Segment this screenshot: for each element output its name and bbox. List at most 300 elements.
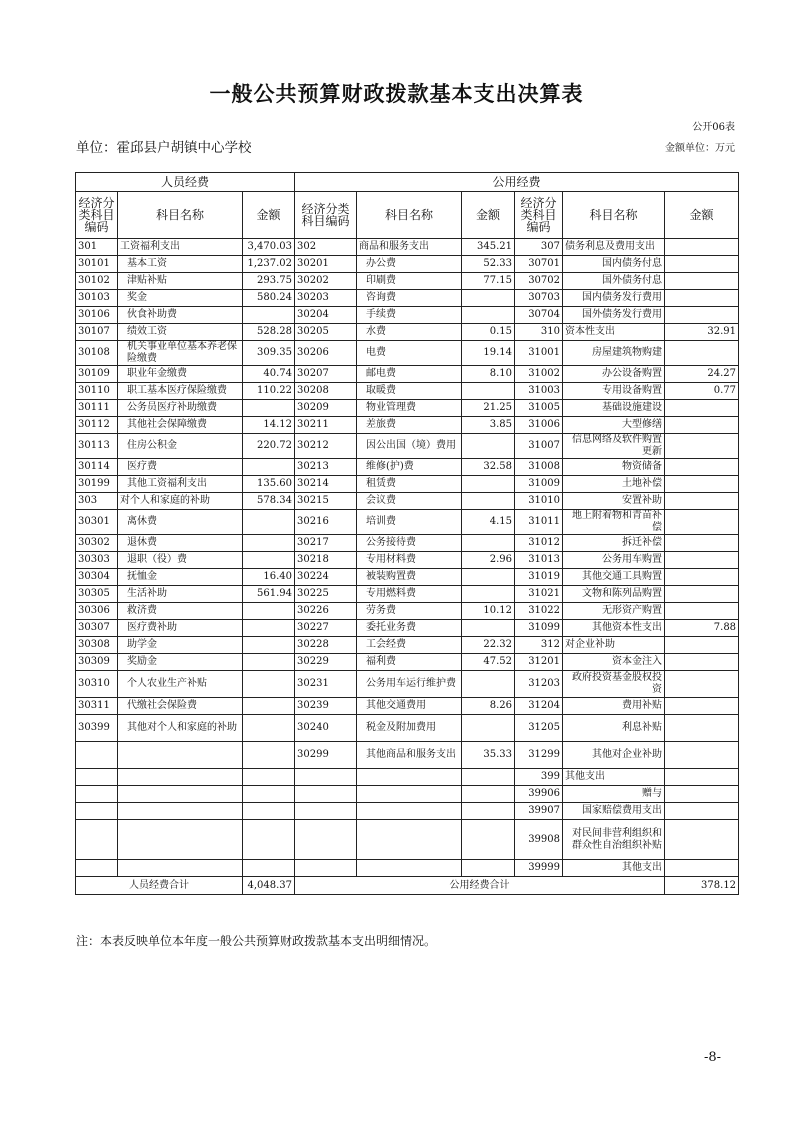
code-cell: 30201 [295, 256, 357, 273]
code-cell: 30240 [295, 715, 357, 742]
code-cell: 30112 [76, 417, 118, 434]
name-cell: 其他支出 [563, 860, 665, 877]
amount-cell [462, 434, 515, 459]
amount-cell [243, 860, 295, 877]
group-personnel: 人员经费 [76, 173, 295, 192]
table-row [76, 620, 739, 637]
name-cell: 其他商品和服务支出 [357, 742, 462, 769]
name-cell: 对个人和家庭的补助 [118, 493, 243, 510]
code-cell: 30216 [295, 510, 357, 535]
code-cell: 31204 [515, 698, 563, 715]
amount-cell [243, 637, 295, 654]
code-cell [76, 860, 118, 877]
col-header-name: 科目名称 [118, 192, 243, 239]
amount-cell [665, 569, 739, 586]
name-cell: 安置补助 [563, 493, 665, 510]
amount-cell [462, 383, 515, 400]
amount-cell [243, 510, 295, 535]
amount-cell [665, 273, 739, 290]
code-cell [295, 769, 357, 786]
table-row [76, 510, 739, 535]
name-cell: 国外债务付息 [563, 273, 665, 290]
table-row [76, 324, 739, 341]
name-cell: 医疗费补助 [118, 620, 243, 637]
name-cell: 培训费 [357, 510, 462, 535]
amount-cell: 32.91 [665, 324, 739, 341]
code-cell: 30307 [76, 620, 118, 637]
code-cell: 30299 [295, 742, 357, 769]
name-cell: 住房公积金 [118, 434, 243, 459]
code-cell: 30204 [295, 307, 357, 324]
name-cell: 赠与 [563, 786, 665, 803]
amount-cell [665, 510, 739, 535]
amount-cell [665, 803, 739, 820]
code-cell: 30310 [76, 671, 118, 698]
amount-cell [462, 671, 515, 698]
amount-cell [243, 698, 295, 715]
name-cell: 拆迁补偿 [563, 535, 665, 552]
code-cell: 30399 [76, 715, 118, 742]
name-cell: 其他对个人和家庭的补助 [118, 715, 243, 742]
code-cell: 31021 [515, 586, 563, 603]
code-cell: 31019 [515, 569, 563, 586]
amount-cell: 3.85 [462, 417, 515, 434]
name-cell: 会议费 [357, 493, 462, 510]
code-cell: 399 [515, 769, 563, 786]
table-row [76, 552, 739, 569]
name-cell: 国内债务发行费用 [563, 290, 665, 307]
name-cell: 劳务费 [357, 603, 462, 620]
total-public-label: 公用经费合计 [295, 877, 665, 895]
code-cell: 310 [515, 324, 563, 341]
amount-cell: 32.58 [462, 459, 515, 476]
amount-cell [665, 434, 739, 459]
name-cell: 被装购置费 [357, 569, 462, 586]
table-row [76, 366, 739, 383]
code-cell: 30208 [295, 383, 357, 400]
table-row [76, 239, 739, 256]
name-cell: 代缴社会保险费 [118, 698, 243, 715]
amount-cell [243, 552, 295, 569]
name-cell: 奖金 [118, 290, 243, 307]
amount-cell [462, 820, 515, 860]
code-cell: 31005 [515, 400, 563, 417]
amount-cell: 19.14 [462, 341, 515, 366]
table-row [76, 654, 739, 671]
name-cell: 其他对企业补助 [563, 742, 665, 769]
total-personnel-label: 人员经费合计 [76, 877, 243, 895]
group-public: 公用经费 [295, 173, 739, 192]
amount-cell [462, 803, 515, 820]
code-cell: 39907 [515, 803, 563, 820]
code-cell: 39906 [515, 786, 563, 803]
name-cell [357, 786, 462, 803]
code-cell: 30304 [76, 569, 118, 586]
name-cell: 离休费 [118, 510, 243, 535]
amount-cell [665, 476, 739, 493]
name-cell [118, 786, 243, 803]
amount-cell [243, 769, 295, 786]
code-cell: 31013 [515, 552, 563, 569]
code-cell: 31001 [515, 341, 563, 366]
form-number: 公开06表 [692, 122, 735, 133]
name-cell [357, 769, 462, 786]
amount-cell [665, 459, 739, 476]
code-cell: 30103 [76, 290, 118, 307]
name-cell: 职工基本医疗保险缴费 [118, 383, 243, 400]
code-cell: 30215 [295, 493, 357, 510]
amount-cell: 580.24 [243, 290, 295, 307]
name-cell: 税金及附加费用 [357, 715, 462, 742]
amount-cell: 22.32 [462, 637, 515, 654]
name-cell: 维修(护)费 [357, 459, 462, 476]
amount-cell: 345.21 [462, 239, 515, 256]
name-cell: 助学金 [118, 637, 243, 654]
amount-cell [243, 459, 295, 476]
name-cell: 其他资本性支出 [563, 620, 665, 637]
code-cell: 30701 [515, 256, 563, 273]
name-cell: 手续费 [357, 307, 462, 324]
code-cell: 312 [515, 637, 563, 654]
code-cell: 31012 [515, 535, 563, 552]
code-cell: 30228 [295, 637, 357, 654]
name-cell: 公务用车运行维护费 [357, 671, 462, 698]
name-cell: 邮电费 [357, 366, 462, 383]
code-cell: 31299 [515, 742, 563, 769]
amount-cell [462, 476, 515, 493]
name-cell: 退休费 [118, 535, 243, 552]
code-cell: 301 [76, 239, 118, 256]
name-cell: 租赁费 [357, 476, 462, 493]
name-cell: 费用补贴 [563, 698, 665, 715]
code-cell: 30199 [76, 476, 118, 493]
code-cell: 30206 [295, 341, 357, 366]
amount-cell: 52.33 [462, 256, 515, 273]
name-cell: 因公出国（境）费用 [357, 434, 462, 459]
name-cell: 生活补助 [118, 586, 243, 603]
code-cell: 30207 [295, 366, 357, 383]
name-cell: 救济费 [118, 603, 243, 620]
name-cell: 退职（役）费 [118, 552, 243, 569]
amount-cell [243, 400, 295, 417]
code-cell [295, 820, 357, 860]
amount-cell: 47.52 [462, 654, 515, 671]
name-cell: 工资福利支出 [118, 239, 243, 256]
code-cell: 30113 [76, 434, 118, 459]
code-cell [76, 786, 118, 803]
name-cell: 咨询费 [357, 290, 462, 307]
amount-cell [665, 417, 739, 434]
code-cell: 30202 [295, 273, 357, 290]
code-cell: 30214 [295, 476, 357, 493]
code-cell: 30311 [76, 698, 118, 715]
code-cell: 30702 [515, 273, 563, 290]
table-row [76, 603, 739, 620]
amount-cell [243, 742, 295, 769]
name-cell: 福利费 [357, 654, 462, 671]
code-cell: 30226 [295, 603, 357, 620]
code-cell: 31003 [515, 383, 563, 400]
name-cell: 水费 [357, 324, 462, 341]
amount-cell: 220.72 [243, 434, 295, 459]
amount-cell: 35.33 [462, 742, 515, 769]
table-row [76, 535, 739, 552]
name-cell: 办公设备购置 [563, 366, 665, 383]
code-cell: 30302 [76, 535, 118, 552]
name-cell: 差旅费 [357, 417, 462, 434]
table-row [76, 586, 739, 603]
name-cell: 其他交通费用 [357, 698, 462, 715]
amount-cell [462, 786, 515, 803]
code-cell: 30109 [76, 366, 118, 383]
code-cell: 30102 [76, 273, 118, 290]
name-cell: 地上附着物和青苗补偿 [563, 510, 665, 535]
code-cell: 30703 [515, 290, 563, 307]
amount-cell: 561.94 [243, 586, 295, 603]
code-cell: 30212 [295, 434, 357, 459]
table-row [76, 400, 739, 417]
name-cell: 国内债务付息 [563, 256, 665, 273]
amount-cell [462, 860, 515, 877]
code-cell: 307 [515, 239, 563, 256]
code-cell: 39908 [515, 820, 563, 860]
name-cell: 对民间非营利组织和群众性自治组织补贴 [563, 820, 665, 860]
name-cell: 资本性支出 [563, 324, 665, 341]
table-row [76, 476, 739, 493]
amount-cell: 1,237.02 [243, 256, 295, 273]
code-cell: 30308 [76, 637, 118, 654]
name-cell: 专用燃料费 [357, 586, 462, 603]
amount-cell [665, 742, 739, 769]
name-cell: 公务用车购置 [563, 552, 665, 569]
page-title: 一般公共预算财政拨款基本支出决算表 [209, 81, 584, 106]
table-row [76, 307, 739, 324]
code-cell [295, 860, 357, 877]
amount-cell: 4.15 [462, 510, 515, 535]
name-cell: 资本金注入 [563, 654, 665, 671]
table-row [76, 383, 739, 400]
amount-cell: 16.40 [243, 569, 295, 586]
code-cell: 31007 [515, 434, 563, 459]
name-cell: 债务利息及费用支出 [563, 239, 665, 256]
name-cell [118, 860, 243, 877]
name-cell: 房屋建筑物购建 [563, 341, 665, 366]
code-cell: 30218 [295, 552, 357, 569]
col-header-code: 经济分类科目编码 [76, 192, 118, 239]
table-row [76, 273, 739, 290]
table-row [76, 698, 739, 715]
table-row [76, 569, 739, 586]
amount-cell [462, 290, 515, 307]
code-cell: 303 [76, 493, 118, 510]
name-cell: 国家赔偿费用支出 [563, 803, 665, 820]
amount-cell [243, 307, 295, 324]
code-cell: 30306 [76, 603, 118, 620]
amount-cell [243, 535, 295, 552]
table-row [76, 256, 739, 273]
name-cell [118, 742, 243, 769]
name-cell: 其他交通工具购置 [563, 569, 665, 586]
amount-cell [665, 307, 739, 324]
amount-cell [665, 715, 739, 742]
name-cell: 个人农业生产补贴 [118, 671, 243, 698]
code-cell: 30110 [76, 383, 118, 400]
amount-cell [665, 586, 739, 603]
amount-cell [243, 786, 295, 803]
table-row [76, 341, 739, 366]
code-cell: 30101 [76, 256, 118, 273]
amount-cell [462, 569, 515, 586]
amount-cell: 7.88 [665, 620, 739, 637]
footnote: 注：本表反映单位本年度一般公共预算财政拨款基本支出明细情况。 [76, 934, 437, 948]
name-cell [118, 820, 243, 860]
amount-cell [665, 637, 739, 654]
amount-cell [243, 671, 295, 698]
amount-cell [243, 715, 295, 742]
amount-cell: 110.22 [243, 383, 295, 400]
name-cell: 伙食补助费 [118, 307, 243, 324]
code-cell: 30704 [515, 307, 563, 324]
col-header-amount: 金额 [665, 192, 739, 239]
code-cell: 31099 [515, 620, 563, 637]
name-cell: 商品和服务支出 [357, 239, 462, 256]
code-cell [295, 803, 357, 820]
code-cell: 30205 [295, 324, 357, 341]
amount-cell [665, 769, 739, 786]
code-cell: 30231 [295, 671, 357, 698]
amount-cell [462, 715, 515, 742]
amount-cell [462, 769, 515, 786]
code-cell: 30107 [76, 324, 118, 341]
code-cell: 30239 [295, 698, 357, 715]
code-cell [76, 742, 118, 769]
code-cell: 31006 [515, 417, 563, 434]
amount-cell: 135.60 [243, 476, 295, 493]
amount-cell: 8.10 [462, 366, 515, 383]
amount-cell: 0.15 [462, 324, 515, 341]
name-cell [118, 803, 243, 820]
amount-cell [665, 820, 739, 860]
code-cell: 31008 [515, 459, 563, 476]
total-public-value: 378.12 [665, 877, 739, 895]
code-cell: 30309 [76, 654, 118, 671]
amount-cell [665, 698, 739, 715]
amount-unit: 金额单位：万元 [665, 143, 735, 154]
table-row [76, 742, 739, 769]
col-header-name: 科目名称 [563, 192, 665, 239]
table-row [76, 417, 739, 434]
name-cell [118, 769, 243, 786]
name-cell: 政府投资基金股权投资 [563, 671, 665, 698]
table-row [76, 786, 739, 803]
page-number: -8- [703, 1050, 721, 1065]
code-cell: 30303 [76, 552, 118, 569]
reporting-unit: 单位：霍邱县户胡镇中心学校 [76, 140, 252, 156]
code-cell: 30209 [295, 400, 357, 417]
amount-cell: 14.12 [243, 417, 295, 434]
amount-cell [665, 654, 739, 671]
table-row [76, 671, 739, 698]
code-cell: 31009 [515, 476, 563, 493]
code-cell [76, 803, 118, 820]
name-cell: 委托业务费 [357, 620, 462, 637]
amount-cell: 8.26 [462, 698, 515, 715]
col-header-amount: 金额 [243, 192, 295, 239]
name-cell [357, 803, 462, 820]
amount-cell [462, 535, 515, 552]
name-cell: 办公费 [357, 256, 462, 273]
amount-cell [665, 341, 739, 366]
total-row [76, 877, 739, 895]
amount-cell [665, 256, 739, 273]
code-cell: 31010 [515, 493, 563, 510]
name-cell: 取暖费 [357, 383, 462, 400]
table-row [76, 860, 739, 877]
amount-cell [665, 786, 739, 803]
code-cell: 31203 [515, 671, 563, 698]
amount-cell: 578.34 [243, 493, 295, 510]
name-cell: 津贴补贴 [118, 273, 243, 290]
amount-cell [665, 493, 739, 510]
code-cell: 31205 [515, 715, 563, 742]
amount-cell: 10.12 [462, 603, 515, 620]
name-cell: 抚恤金 [118, 569, 243, 586]
name-cell: 国外债务发行费用 [563, 307, 665, 324]
table-row [76, 715, 739, 742]
code-cell: 39999 [515, 860, 563, 877]
amount-cell [462, 493, 515, 510]
col-header-code: 经济分类科目编码 [515, 192, 563, 239]
code-cell: 302 [295, 239, 357, 256]
code-cell: 31022 [515, 603, 563, 620]
amount-cell [665, 535, 739, 552]
table-row [76, 803, 739, 820]
table-row [76, 820, 739, 860]
amount-cell: 3,470.03 [243, 239, 295, 256]
amount-cell [243, 820, 295, 860]
name-cell: 基础设施建设 [563, 400, 665, 417]
code-cell: 30108 [76, 341, 118, 366]
amount-cell [243, 654, 295, 671]
code-cell: 30111 [76, 400, 118, 417]
name-cell: 医疗费 [118, 459, 243, 476]
table-row [76, 434, 739, 459]
name-cell: 利息补贴 [563, 715, 665, 742]
amount-cell [665, 552, 739, 569]
name-cell: 公务接待费 [357, 535, 462, 552]
amount-cell: 0.77 [665, 383, 739, 400]
name-cell: 对企业补助 [563, 637, 665, 654]
table-row [76, 769, 739, 786]
name-cell: 其他社会保障缴费 [118, 417, 243, 434]
table-row [76, 493, 739, 510]
code-cell: 30227 [295, 620, 357, 637]
name-cell: 其他支出 [563, 769, 665, 786]
amount-cell [462, 620, 515, 637]
name-cell [357, 820, 462, 860]
name-cell: 绩效工资 [118, 324, 243, 341]
name-cell: 文物和陈列品购置 [563, 586, 665, 603]
table-row [76, 459, 739, 476]
code-cell: 30217 [295, 535, 357, 552]
col-header-code: 经济分类科目编码 [295, 192, 357, 239]
amount-cell [665, 400, 739, 417]
expenditure-table [75, 172, 739, 895]
name-cell: 物业管理费 [357, 400, 462, 417]
amount-cell: 77.15 [462, 273, 515, 290]
code-cell: 30106 [76, 307, 118, 324]
col-header-amount: 金额 [462, 192, 515, 239]
